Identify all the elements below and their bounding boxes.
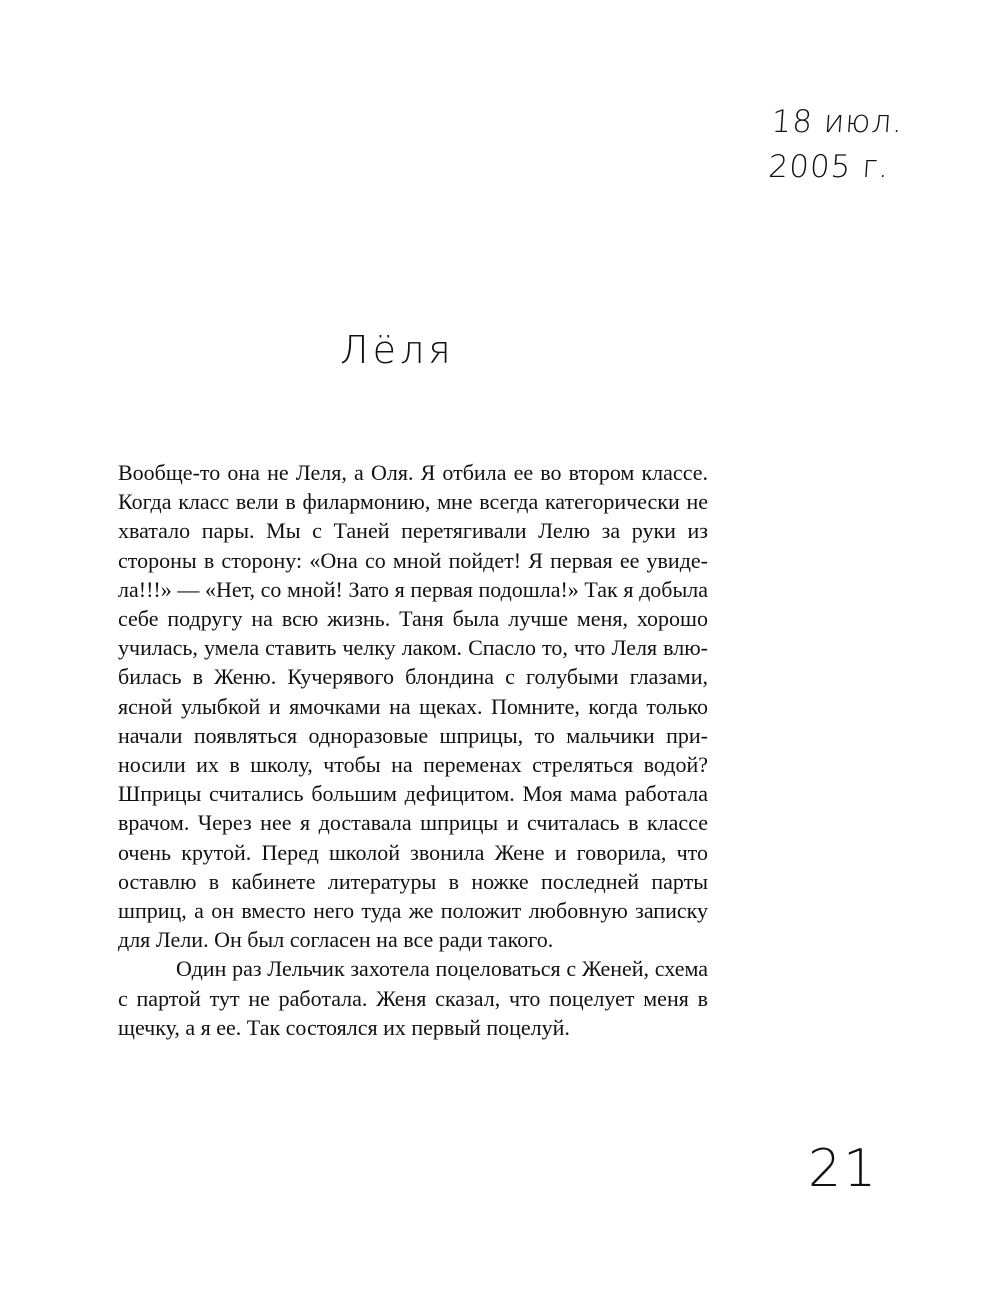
body-text — [118, 458, 708, 1042]
date-year: 2005 г. — [767, 149, 891, 185]
paragraph-1: Вообще-то она не Леля, а Оля. Я отбила ее во втором классе. Когда класс вели в филармонию, мне всегда категорически не хватало пары. Мы с Таней перетягивали Лелю за руки из стороны в сторону: «Она со мной пойдет! Я первая ее увидела!!!» — «Нет, со мной! Зато я первая подошла!» Так я добыла себе подругу на всю жизнь. Таня была лучше меня, хорошо училась, умела ставить челку лаком. Спасло то, что Леля влюбилась в Женю. Кучерявого блондина с голубыми глазами, ясной улыбкой и ямочками на щеках. Помните, когда только начали появляться одноразовые шприцы, то мальчики приносили их в школу, чтобы на переменах стреляться водой? Шприцы считались большим дефицитом. Моя мама работала врачом. Через нее я доставала шприцы и считалась в классе очень крутой. Перед школой звонила Жене и говорила, что оставлю в кабинете литературы в ножке последней парты шприц, а он вместо него туда же положит любовную записку для Лели. Он был согласен на все ради такого. — [118, 460, 708, 953]
handwritten-date — [767, 100, 973, 190]
page-number: 21 — [808, 1139, 879, 1199]
chapter-title: Лёля — [340, 328, 455, 372]
paragraph-2: Один раз Лельчик захотела поцеловаться с Женей, схема с партой тут не работала. Женя сказал, что поцелует меня в щечку, а я ее. Так состоялся их первый поцелуй. — [118, 956, 708, 1040]
date-day-month: 18 июл. — [770, 104, 905, 140]
